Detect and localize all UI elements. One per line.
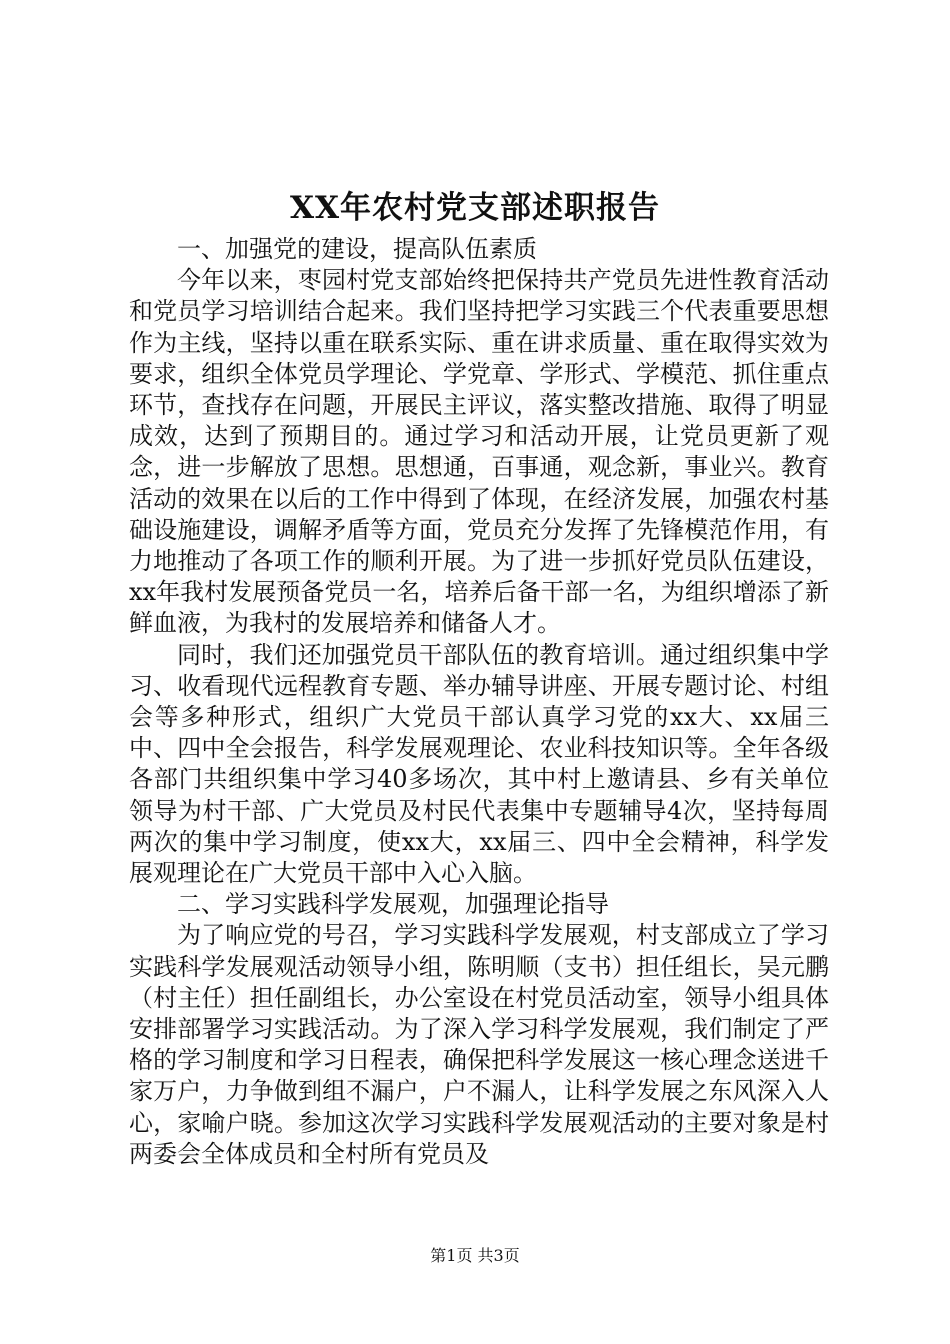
body-paragraph-1: 今年以来，枣园村党支部始终把保持共产党员先进性教育活动和党员学习培训结合起来。我们坚持把学习实践三个代表重要思想作为主线，坚持以重在联系实际、重在讲求质量、重在取得实效为要求，组织全体党员学理论、学党章、学形式、学模范、抓住重点环节，查找存在问题，开展民主评议，落实整改措施、取得了明显成效，达到了预期目的。通过学习和活动开展，让党员更新了观念，进一步解放了思想。思想通，百事通，观念新，事业兴。教育活动的效果在以后的工作中得到了体现，在经济发展，加强农村基础设施建设，调解矛盾等方面，党员充分发挥了先锋模范作用，有力地推动了各项工作的顺利开展。为了进一步抓好党员队伍建设，xx年我村发展预备党员一名，培养后备干部一名，为组织增添了新鲜血液，为我村的发展培养和储备人才。 [129,266,829,638]
body-paragraph-2: 同时，我们还加强党员干部队伍的教育培训。通过组织集中学习、收看现代远程教育专题、举办辅导讲座、开展专题讨论、村组会等多种形式，组织广大党员干部认真学习党的xx大、xx届三中、四中全会报告，科学发展观理论、农业科技知识等。全年各级各部门共组织集中学习40多场次，其中村上邀请县、乡有关单位领导为村干部、广大党员及村民代表集中专题辅导4次，坚持每周两次的集中学习制度，使xx大，xx届三、四中全会精神，科学发展观理论在广大党员干部中入心入脑。 [129,640,829,888]
section-heading-1: 一、加强党的建设，提高队伍素质 [177,235,537,263]
page-footer: 第1页 共3页 [430,1246,520,1265]
document-body [129,234,829,1170]
section-heading-2: 二、学习实践科学发展观，加强理论指导 [177,890,609,919]
document-title: XX年农村党支部述职报告 [289,190,661,226]
body-paragraph-3: 为了响应党的号召，学习实践科学发展观，村支部成立了学习实践科学发展观活动领导小组，陈明顺（支书）担任组长，吴元鹏（村主任）担任副组长，办公室设在村党员活动室，领导小组具体安排部署学习实践活动。为了深入学习科学发展观，我们制定了严格的学习制度和学习日程表，确保把科学发展这一核心理念送进千家万户，力争做到组不漏户，户不漏人，让科学发展之东风深入人心，家喻户晓。参加这次学习实践科学发展观活动的主要对象是村两委会全体成员和全村所有党员及 [129,921,829,1168]
